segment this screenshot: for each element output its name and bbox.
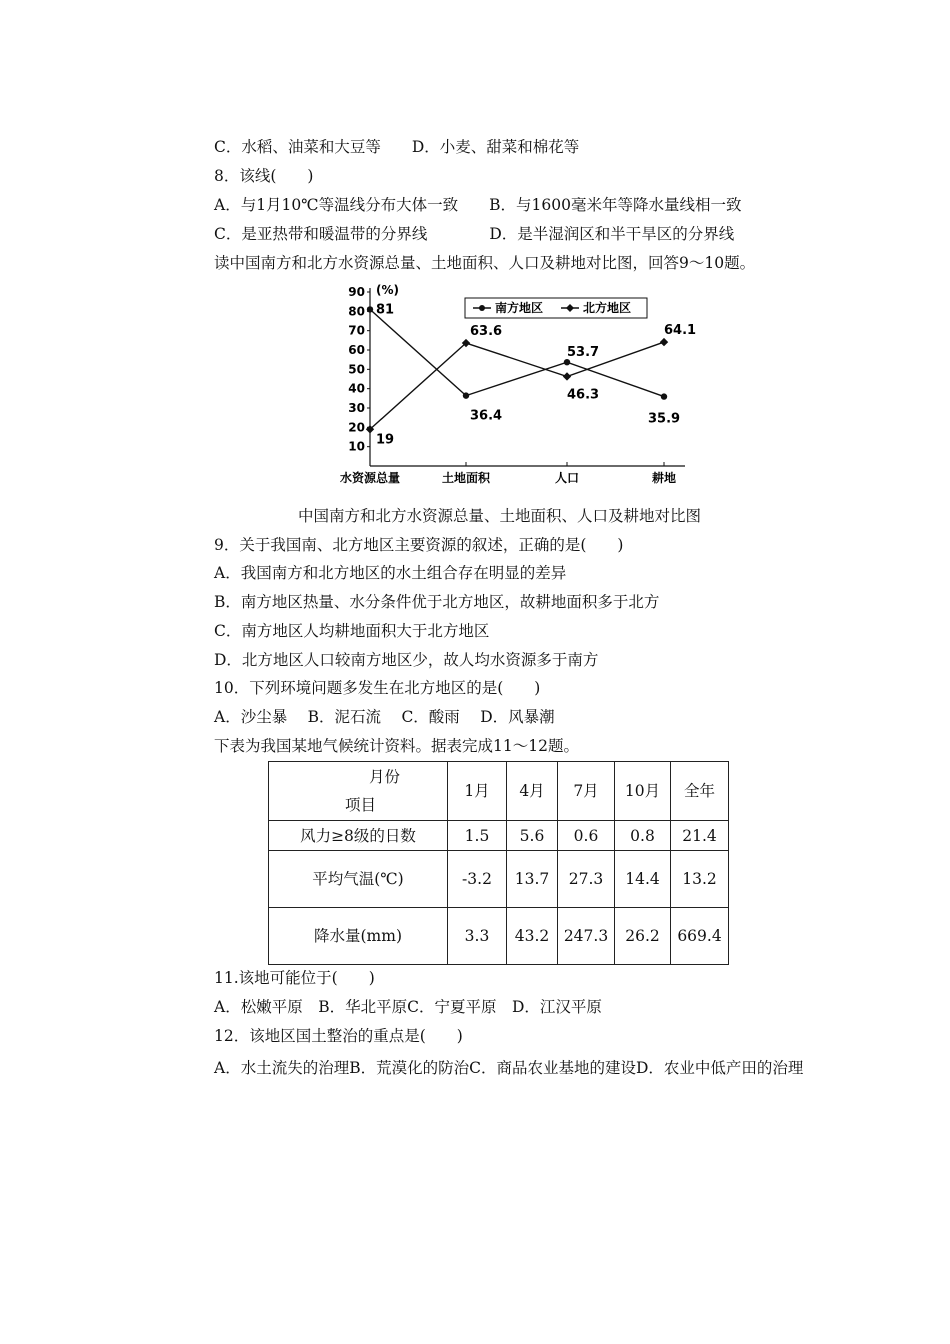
col-header: 7月 <box>558 762 615 821</box>
data-point <box>661 393 667 399</box>
y-tick-label: 20 <box>348 420 365 435</box>
table-header-row <box>269 762 729 821</box>
header-item: 项目 <box>345 796 377 814</box>
table-cell: 21.4 <box>671 821 729 851</box>
y-tick-label: 90 <box>348 285 365 299</box>
q9-option-b: B．南方地区热量、水分条件优于北方地区，故耕地面积多于北方 <box>214 593 660 611</box>
x-tick-label: 水资源总量 <box>340 471 401 485</box>
table-cell: 0.8 <box>615 821 671 851</box>
table-row <box>269 908 729 965</box>
intro-11-12: 下表为我国某地气候统计资料。据表完成11～12题。 <box>214 737 579 755</box>
q8-options-cd: C．是亚热带和暖温带的分界线 D．是半湿润区和半干旱区的分界线 <box>214 225 735 243</box>
data-point <box>660 338 668 346</box>
y-tick-label: 80 <box>348 304 365 319</box>
q9-option-c: C．南方地区人均耕地面积大于北方地区 <box>214 622 490 640</box>
table-cell: 27.3 <box>558 851 615 908</box>
table-row <box>269 851 729 908</box>
q9-option-a: A．我国南方和北方地区的水土组合存在明显的差异 <box>214 564 567 582</box>
col-header: 全年 <box>671 762 729 821</box>
q12-stem: 12．该地区国土整治的重点是( ) <box>214 1027 463 1045</box>
table-row <box>269 821 729 851</box>
data-label: 81 <box>376 302 395 318</box>
q7-options-cd: C．水稻、油菜和大豆等 D．小麦、甜菜和棉花等 <box>214 138 580 156</box>
q12-options <box>182 1054 822 1083</box>
row-label: 平均气温(℃) <box>269 851 448 908</box>
q8-stem: 8．该线( ) <box>214 167 314 185</box>
y-tick-label: 30 <box>348 401 365 415</box>
legend-label: 北方地区 <box>583 301 632 315</box>
q8-options-ab: A．与1月10℃等温线分布大体一致 B．与1600毫米年等降水量线相一致 <box>214 196 742 214</box>
q9-option-d: D．北方地区人口较南方地区少，故人均水资源多于南方 <box>214 651 599 669</box>
table-cell: 1.5 <box>448 821 507 851</box>
y-tick-label: 10 <box>348 439 365 454</box>
series-line-south <box>370 309 664 396</box>
q10-options: A．沙尘暴 B．泥石流 C．酸雨 D．风暴潮 <box>214 708 555 726</box>
q12-options-text: A．水土流失的治理B．荒漠化的防治C．商品农业基地的建设D．农业中低产田的治理 <box>214 1059 804 1077</box>
chart-caption: 中国南方和北方水资源总量、土地面积、人口及耕地对比图 <box>298 507 702 525</box>
y-tick-label: 70 <box>348 323 365 338</box>
data-label: 46.3 <box>567 387 600 403</box>
col-header: 10月 <box>615 762 671 821</box>
data-label: 19 <box>376 432 395 448</box>
data-point <box>563 372 571 380</box>
table-cell: 5.6 <box>507 821 558 851</box>
y-tick-label: 40 <box>348 381 365 396</box>
data-label: 64.1 <box>664 323 697 339</box>
table-cell: 14.4 <box>615 851 671 908</box>
data-label: 35.9 <box>648 411 681 427</box>
table-cell: 0.6 <box>558 821 615 851</box>
x-tick-label: 土地面积 <box>441 471 491 485</box>
x-tick-label: 人口 <box>554 471 580 485</box>
q9-stem: 9．关于我国南、北方地区主要资源的叙述，正确的是( ) <box>214 536 624 554</box>
col-header: 4月 <box>507 762 558 821</box>
table-cell: 3.3 <box>448 908 507 965</box>
y-tick-label: 60 <box>348 343 365 357</box>
y-tick-label: 50 <box>348 362 365 377</box>
col-header: 1月 <box>448 762 507 821</box>
legend-label: 南方地区 <box>495 301 544 315</box>
climate-table <box>268 761 729 965</box>
table-cell: 13.7 <box>507 851 558 908</box>
table-cell: 247.3 <box>558 908 615 965</box>
chart-series <box>366 302 696 447</box>
x-tick-label: 耕地 <box>651 471 677 485</box>
table-cell: 669.4 <box>671 908 729 965</box>
data-label: 53.7 <box>567 345 600 361</box>
data-point <box>463 392 469 398</box>
table-cell: -3.2 <box>448 851 507 908</box>
data-point <box>367 306 373 312</box>
legend-marker <box>479 305 485 311</box>
table-cell: 13.2 <box>671 851 729 908</box>
q11-options: A．松嫩平原 B．华北平原C．宁夏平原 D．江汉平原 <box>214 998 602 1016</box>
q11-stem: 11.该地可能位于( ) <box>214 969 375 987</box>
row-label: 风力≥8级的日数 <box>269 821 448 851</box>
data-label: 36.4 <box>470 408 503 424</box>
row-label: 降水量(mm) <box>269 908 448 965</box>
table-cell: 26.2 <box>615 908 671 965</box>
intro-9-10: 读中国南方和北方水资源总量、土地面积、人口及耕地对比图，回答9～10题。 <box>214 254 756 272</box>
header-month: 月份 <box>369 768 401 786</box>
resource-comparison-chart <box>340 280 700 488</box>
series-line-north <box>370 342 664 429</box>
data-label: 63.6 <box>470 324 503 340</box>
chart-legend <box>465 298 647 318</box>
table-corner-cell <box>269 762 448 821</box>
y-axis-unit-label: (%) <box>376 283 399 297</box>
q10-stem: 10．下列环境问题多发生在北方地区的是( ) <box>214 679 541 697</box>
table-cell: 43.2 <box>507 908 558 965</box>
